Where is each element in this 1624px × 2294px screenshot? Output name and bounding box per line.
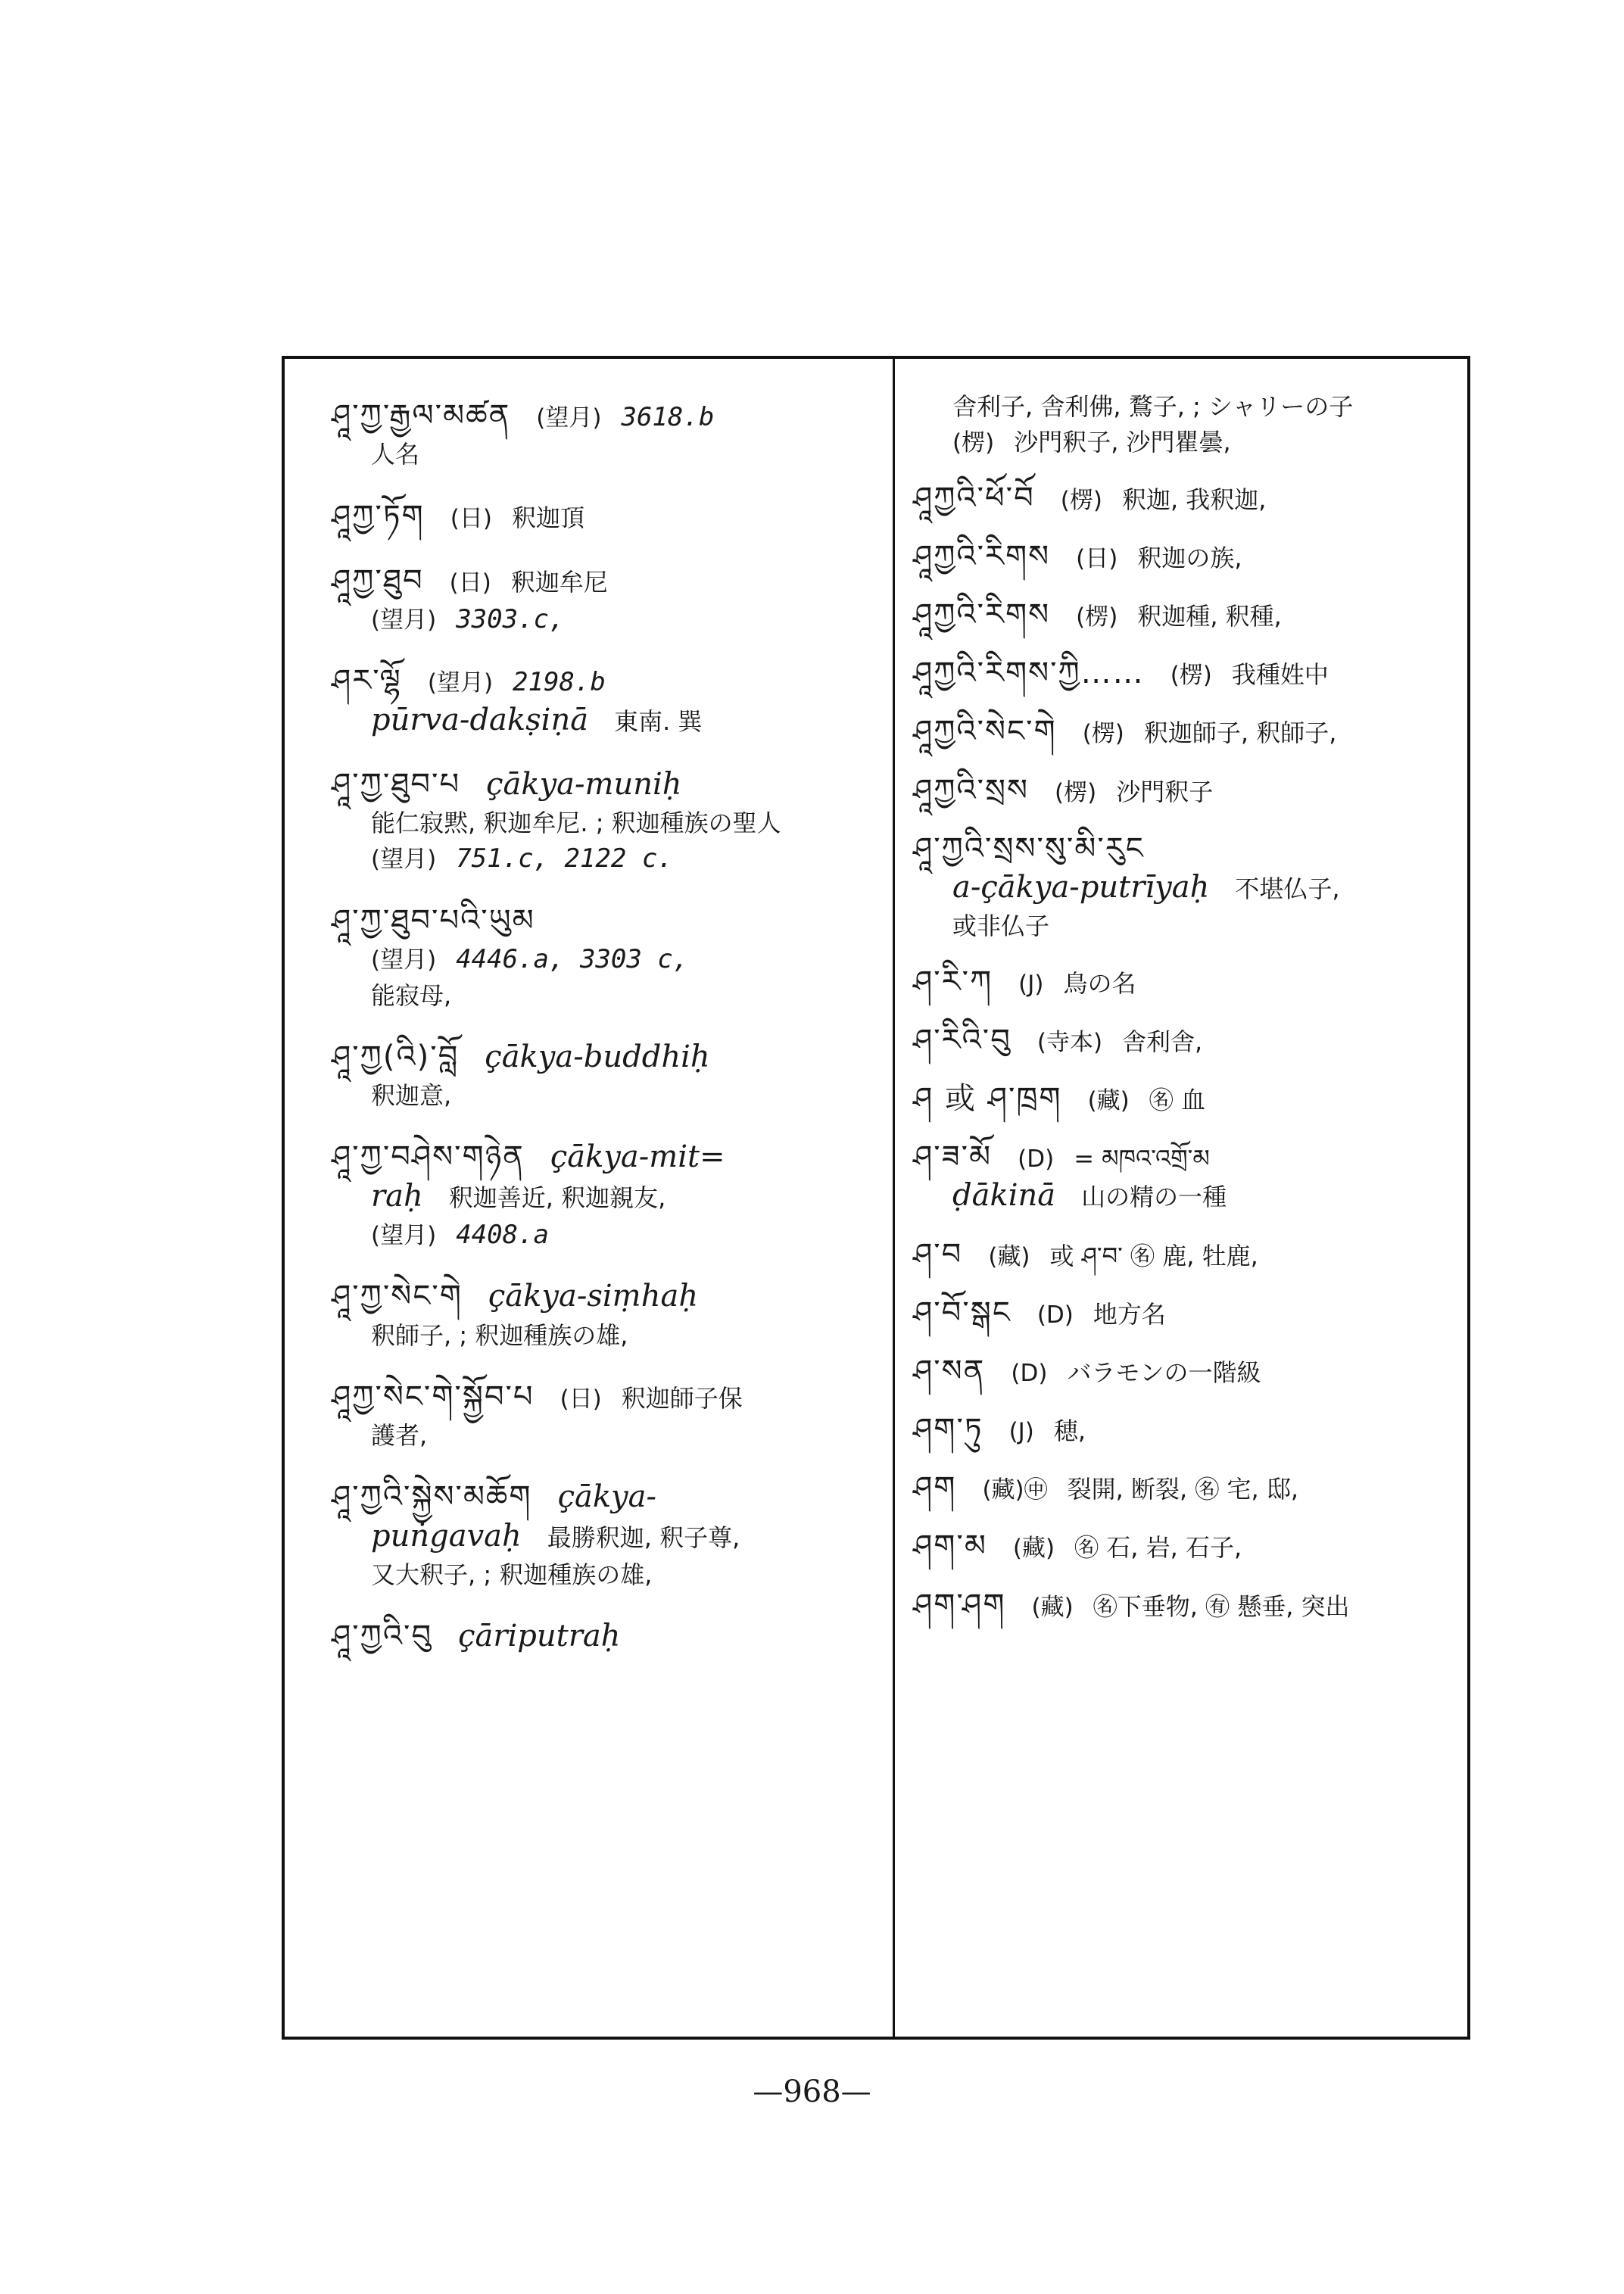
dictionary-entry: [913, 830, 1452, 943]
gloss-text: 釈迦頂: [511, 503, 584, 532]
dictionary-entry: [913, 771, 1452, 810]
dictionary-entry: [913, 388, 1452, 460]
entry-line: [913, 479, 1452, 518]
left-column: [285, 359, 895, 2037]
romanization: raḥ: [371, 1178, 423, 1214]
source-ref: (寺本): [1036, 1028, 1103, 1056]
gloss-text: 山の精の一種: [1081, 1183, 1227, 1212]
entry-line: [913, 596, 1452, 634]
entry-line: [332, 1077, 870, 1112]
source-ref: (日): [1076, 544, 1118, 572]
romanization: çākya-mit=: [550, 1139, 725, 1175]
dictionary-entry: [913, 1236, 1452, 1274]
headword: ཤ་ཟ་མོ: [913, 1139, 993, 1175]
entry-line: [332, 562, 870, 600]
source-ref: (藏): [988, 1242, 1030, 1270]
gloss-text: 釈迦の族,: [1137, 543, 1242, 572]
gloss-text: ㊔ 石, 岩, 石子,: [1074, 1533, 1242, 1563]
entry-line: [913, 388, 1452, 423]
romanization: çāriputraḥ: [458, 1619, 621, 1654]
gloss-text: 不堪仏子,: [1235, 874, 1340, 904]
entry-line: [332, 497, 870, 536]
entry-line: [913, 1021, 1452, 1060]
gloss-text: 鳥の名: [1063, 968, 1136, 998]
source-ref: (J): [1008, 1418, 1034, 1446]
gloss-text: 東南. 巽: [614, 706, 703, 736]
headword: ཤ་བོ་སྒང: [913, 1295, 1011, 1330]
page-ref: 4408.a: [456, 1219, 550, 1250]
entry-line: [913, 1080, 1452, 1118]
headword: ཤག: [913, 1470, 957, 1506]
romanization: çākya-: [557, 1479, 657, 1515]
dictionary-entry: [913, 1527, 1452, 1566]
entry-line: [913, 907, 1452, 943]
entry-line: [332, 397, 870, 435]
headword: ཤཱ་ཀྱ་རྒྱལ་མཚན: [332, 398, 511, 433]
source-ref: (楞): [1082, 720, 1124, 748]
source-ref: (望月): [536, 404, 602, 432]
headword: ཤཱཀྱའི་རིགས: [913, 538, 1051, 574]
source-ref: (望月): [371, 606, 437, 634]
headword: ཤཱ་ཀྱའི་བུ: [332, 1619, 433, 1654]
headword: ཤཱ་ཀྱའི་སྐྱེས་མཆོག: [332, 1479, 532, 1515]
entry-line: [913, 654, 1452, 693]
headword: ཤཱཀྱ་ཐུབ: [332, 563, 424, 598]
headword: ཤ་རི་ཀ: [913, 964, 993, 999]
headword: ཤཱ་ཀྱའི་སྲས་སུ་མི་རུང: [913, 831, 1145, 866]
headword: ཤ 或 ཤ་ཁྲག: [913, 1080, 1062, 1116]
dictionary-entry: [332, 902, 870, 1012]
headword: ཤག་མ: [913, 1529, 987, 1564]
gloss-text: バラモンの一階級: [1067, 1357, 1261, 1387]
gloss-text: 或 ཤ་བ་ ㊔ 鹿, 牡鹿,: [1049, 1241, 1258, 1270]
entry-line: [332, 701, 870, 740]
page-ref: 3303.c,: [456, 603, 565, 634]
page-ref: 3618.b: [621, 402, 715, 432]
entry-line: [332, 840, 870, 876]
source-ref: (楞): [1060, 486, 1102, 514]
entry-line: [913, 423, 1452, 459]
source-ref: (楞): [1170, 662, 1212, 690]
source-ref: (J): [1018, 970, 1044, 998]
entry-line: [332, 1177, 870, 1216]
entry-line: [913, 538, 1452, 576]
gloss-text: 我種姓中: [1231, 660, 1329, 690]
source-ref: (藏): [1031, 1593, 1074, 1621]
entry-line: [913, 771, 1452, 810]
gloss-text: 最勝釈迦, 釈子尊,: [547, 1523, 740, 1552]
dictionary-entry: [332, 1038, 870, 1113]
gloss-text: 釈迦意,: [371, 1081, 452, 1111]
entry-line: [332, 1216, 870, 1252]
dictionary-page-frame: [282, 356, 1470, 2040]
dictionary-entry: [913, 1410, 1452, 1449]
gloss-text: 穂,: [1053, 1417, 1086, 1446]
dictionary-entry: [913, 1352, 1452, 1391]
headword: ཤར་ལྷོ: [332, 663, 402, 699]
entry-line: [332, 1317, 870, 1352]
headword: ཤག་ཤག: [913, 1587, 1006, 1622]
entry-line: [332, 1138, 870, 1177]
dictionary-entry: [913, 1469, 1452, 1507]
source-ref: (藏): [1087, 1086, 1130, 1114]
entry-line: [913, 1236, 1452, 1274]
dictionary-entry: [332, 1378, 870, 1453]
entry-line: [332, 435, 870, 471]
dictionary-entry: [332, 1617, 870, 1656]
dictionary-entry: [913, 538, 1452, 576]
gloss-text: 能寂母,: [371, 980, 452, 1010]
gloss-text: 地方名: [1093, 1299, 1166, 1329]
right-column: [895, 359, 1467, 2037]
entry-line: [332, 1556, 870, 1591]
gloss-text: 舎利舎,: [1122, 1027, 1203, 1056]
gloss-text: 釈迦師子, 釈師子,: [1143, 718, 1337, 748]
romanization: çākya-buddhiḥ: [485, 1039, 710, 1074]
headword: ཤཱ་ཀྱ(འི)་བློ: [332, 1039, 460, 1074]
headword: ཤ་བ: [913, 1236, 963, 1272]
page-ref: 2198.b: [513, 667, 606, 698]
entry-line: [913, 1294, 1452, 1332]
entry-line: [332, 940, 870, 977]
gloss-text: 或非仏子: [952, 912, 1050, 941]
headword: ཤཱ་ཀྱ་ཐུབ་པའི་ཡུམ: [332, 902, 535, 938]
dictionary-entry: [332, 1478, 870, 1591]
headword: ཤཱཀྱའི་རིགས: [913, 597, 1051, 633]
dictionary-entry: [913, 963, 1452, 1002]
source-ref: (日): [560, 1385, 602, 1413]
entry-line: [913, 1527, 1452, 1566]
page-ref: 751.c, 2122 c.: [456, 843, 673, 874]
gloss-text: 沙門釈子, 沙門瞿曇,: [1014, 428, 1231, 457]
source-ref: (楞): [1076, 603, 1118, 631]
entry-line: [913, 1138, 1452, 1177]
romanization: a-çākya-putrīyaḥ: [952, 870, 1210, 905]
entry-line: [332, 1478, 870, 1516]
source-ref: (望月): [371, 946, 437, 974]
gloss-text: 能仁寂黙, 釈迦牟尼. ; 釈迦種族の聖人: [371, 809, 781, 837]
gloss-text: 釈師子, ; 釈迦種族の雄,: [371, 1320, 628, 1350]
source-ref: (日): [449, 569, 491, 597]
gloss-text: 沙門釈子: [1116, 777, 1214, 806]
dictionary-entry: [332, 662, 870, 739]
dictionary-entry: [913, 1586, 1452, 1625]
source-ref: (日): [450, 504, 492, 532]
headword: ཤཱཀྱའི་སྲས: [913, 772, 1030, 808]
romanization: pūrva-dakṣiṇā: [371, 702, 589, 737]
entry-line: [913, 868, 1452, 907]
dictionary-entry: [332, 562, 870, 637]
source-ref: (D): [1018, 1145, 1055, 1173]
entry-line: [332, 600, 870, 637]
entry-line: [913, 712, 1452, 751]
entry-line: [913, 1177, 1452, 1215]
dictionary-entry: [332, 397, 870, 472]
headword: ཤཱཀྱའི་རིགས་ཀྱི……: [913, 656, 1145, 691]
gloss-text: 釈迦, 我釈迦,: [1121, 485, 1267, 514]
gloss-text: 釈迦善近, 釈迦親友,: [448, 1183, 666, 1212]
dictionary-entry: [913, 654, 1452, 693]
headword: ཤ་རིའི་བུ: [913, 1022, 1011, 1058]
entry-line: [332, 1378, 870, 1417]
dictionary-entry: [332, 497, 870, 536]
dictionary-entry: [332, 765, 870, 876]
dictionary-entry: [913, 596, 1452, 634]
entry-line: [332, 902, 870, 940]
entry-line: [913, 963, 1452, 1002]
entry-line: [332, 765, 870, 804]
source-ref: (D): [1011, 1359, 1048, 1387]
source-ref: (望月): [371, 846, 437, 874]
gloss-text: 舎利子, 舎利佛, 鶩子, ; シャリーの子: [952, 392, 1354, 421]
page-number: —968—: [753, 2074, 871, 2109]
entry-line: [332, 1417, 870, 1452]
entry-line: [332, 1517, 870, 1556]
headword: ཤཱ་ཀྱ་སེང་གེ: [332, 1279, 463, 1314]
dictionary-entry: [913, 1294, 1452, 1332]
headword: ཤ་སན: [913, 1353, 986, 1389]
headword: ཤཱཀྱའི་ཕོ་བོ: [913, 480, 1035, 516]
headword: ཤཱ་ཀྱ་བཤེས་གཉེན: [332, 1139, 525, 1175]
headword: ཤཱ་ཀྱ་ཐུབ་པ: [332, 766, 461, 802]
page-ref: 4446.a, 3303 c,: [456, 944, 689, 975]
entry-line: [332, 804, 870, 840]
gloss-text: ㊔ 血: [1149, 1085, 1205, 1114]
entry-line: [913, 1469, 1452, 1507]
dictionary-entry: [913, 1138, 1452, 1215]
gloss-text: 人名: [371, 440, 420, 469]
source-ref: (藏)㊥: [982, 1476, 1048, 1504]
dictionary-entry: [913, 1021, 1452, 1060]
entry-line: [332, 1277, 870, 1316]
entry-line: [332, 977, 870, 1012]
entry-line: [913, 1410, 1452, 1449]
gloss-text: 釈迦牟尼: [510, 567, 608, 597]
gloss-text: 裂開, 断裂, ㊔ 宅, 邸,: [1067, 1475, 1299, 1504]
romanization: çākya-siṃhaḥ: [488, 1279, 699, 1314]
source-ref: (望月): [371, 1221, 437, 1249]
dictionary-entry: [332, 1138, 870, 1251]
headword: ཤཱཀྱ་སེང་གེ་སྐྱོབ་པ: [332, 1379, 535, 1414]
gloss-text: ㊔下垂物, ㊒ 懸垂, 突出: [1093, 1591, 1350, 1621]
gloss-text: 釈迦師子保: [621, 1383, 743, 1413]
romanization: ḍākinā: [952, 1178, 1056, 1214]
source-ref: (藏): [1012, 1535, 1055, 1563]
headword: ཤཱཀྱའི་སེང་གེ: [913, 714, 1057, 750]
source-ref: (望月): [427, 669, 494, 697]
dictionary-entry: [332, 1277, 870, 1352]
gloss-text: 又大釈子, ; 釈迦種族の雄,: [371, 1560, 653, 1589]
romanization: çākya-muniḥ: [486, 766, 682, 802]
entry-line: [913, 830, 1452, 868]
entry-line: [332, 1038, 870, 1077]
headword: ཤག་ཏུ: [913, 1412, 983, 1448]
entry-line: [332, 662, 870, 700]
entry-line: [913, 1352, 1452, 1391]
gloss-text: = མཁའ་འགྲོ་མ: [1074, 1144, 1210, 1173]
source-ref: (楞): [1055, 778, 1097, 806]
dictionary-entry: [913, 479, 1452, 518]
gloss-text: 護者,: [371, 1421, 428, 1451]
entry-line: [332, 1617, 870, 1656]
romanization: puṅgavaḥ: [371, 1518, 522, 1554]
entry-line: [913, 1586, 1452, 1625]
dictionary-entry: [913, 712, 1452, 751]
dictionary-entry: [913, 1080, 1452, 1118]
source-ref: (楞): [952, 429, 995, 457]
headword: ཤཱཀྱ་ཏོག: [332, 498, 425, 534]
source-ref: (D): [1036, 1301, 1074, 1329]
gloss-text: 釈迦種, 釈種,: [1137, 602, 1282, 631]
